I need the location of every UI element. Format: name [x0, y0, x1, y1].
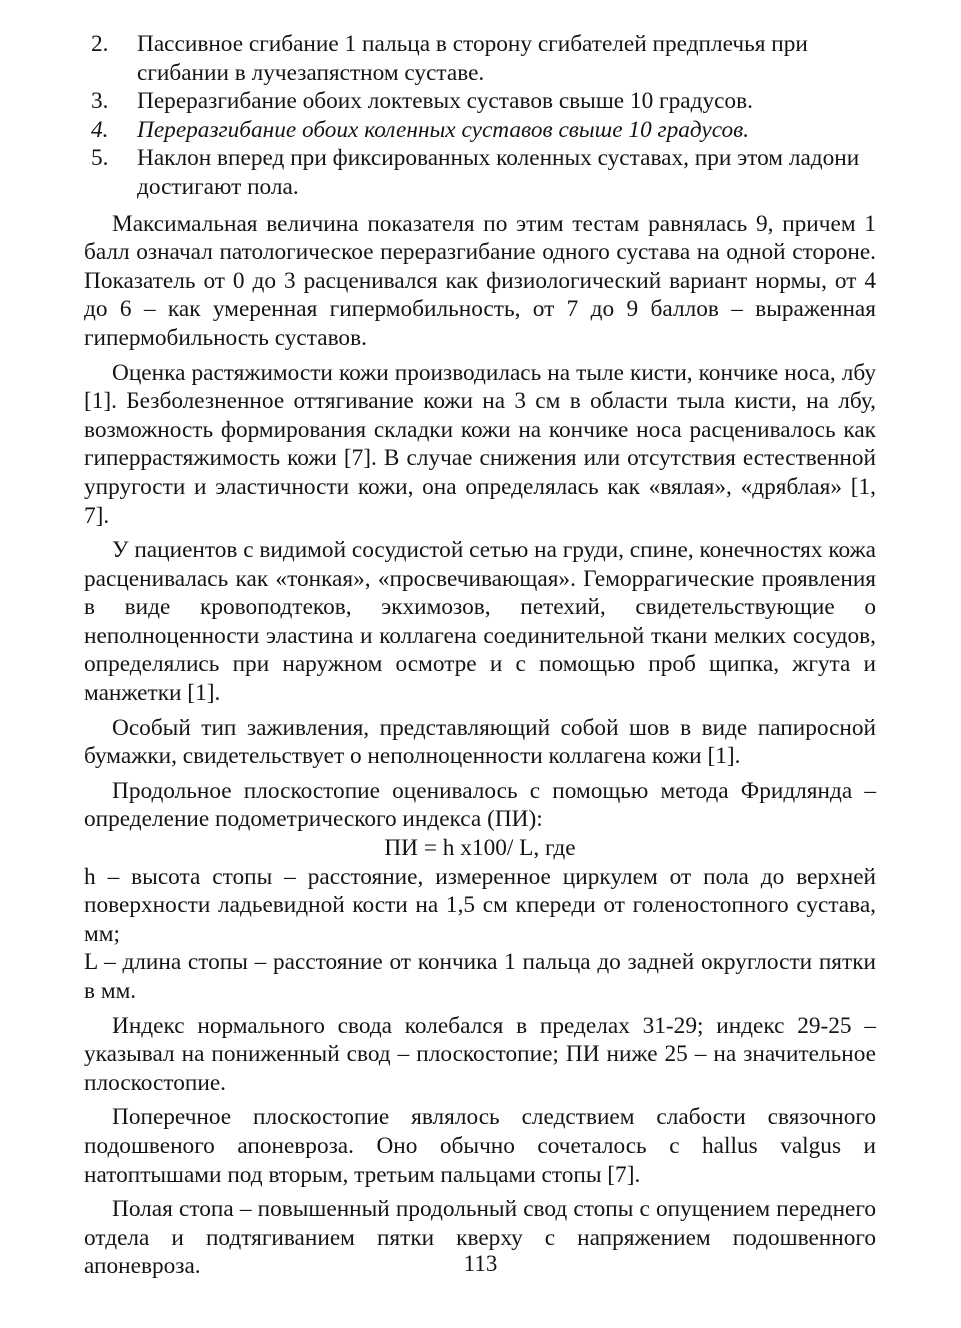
paragraph-transverse-flatfoot: Поперечное плоскостопие являлось следствием слабости связочного подошвеного апоневроза. Оно обычно сочеталось с hallus valgus и натоптышами под вторым, третьим пальцами стопы [7]. [84, 1104, 876, 1188]
paragraph-healing-type: Особый тип заживления, представляющий собой шов в виде папиросной бумажки, свидетельствует о неполноценности коллагена кожи [1]. [84, 714, 876, 770]
list-number: 5. [91, 145, 109, 172]
definition-l: L – длина стопы – расстояние от кончика 1 пальца до задней округлости пятки в мм. [84, 949, 876, 1004]
list-text: Пассивное сгибание 1 пальца в сторону сгибателей предплечья при сгибании в лучезапястном суставе. [137, 31, 808, 86]
list-number: 3. [91, 88, 109, 115]
paragraph-index-ranges: Индекс нормального свода колебался в пределах 31-29; индекс 29-25 – указывал на пониженный свод – плоскостопие; ПИ ниже 25 – на значительное плоскостопие. [84, 1012, 876, 1096]
list-item-2 [84, 30, 876, 87]
paragraph-hollow-foot: Полая стопа – повышенный продольный свод стопы с опущением переднего отдела и подтягиванием пятки кверху с напряжением подошвенного апоневроза. [84, 1196, 876, 1280]
page-body [84, 30, 876, 1281]
paragraph-thin-skin: У пациентов с видимой сосудистой сетью на груди, спине, конечностях кожа расценивалась как «тонкая», «просвечивающая». Геморрагические проявления в виде кровоподтеков, экхимозов, петехий, свидетельствующие о неполноценности эластина и коллагена соединительной ткани мелких сосудов, определялись при наружном осмотре и с помощью проб щипка, жгута и манжетки [1]. [84, 537, 876, 707]
list-number: 2. [91, 31, 109, 57]
formula-podometric-index: ПИ = h x100/ L, где [384, 835, 576, 862]
definition-h: h – высота стопы – расстояние, измеренное циркулем от пола до верхней поверхности ладьевидной кости на 1,5 см кпереди от голеностопного сустава, мм; [84, 863, 876, 947]
list-item-5 [84, 144, 876, 201]
list-text: Наклон вперед при фиксированных коленных суставах, при этом ладони достигают пола. [137, 145, 860, 200]
list-number: 4. [91, 116, 109, 143]
list-text: Переразгибание обоих локтевых суставов свыше 10 градусов. [137, 88, 753, 115]
paragraph-flatfoot-method: Продольное плоскостопие оценивалось с помощью метода Фридлянда – определение подометрического индекса (ПИ): [84, 777, 876, 833]
page-number: 113 [463, 1251, 498, 1276]
paragraph-skin-elasticity: Оценка растяжимости кожи производилась на тыле кисти, кончике носа, лбу [1]. Безболезненное оттягивание кожи на 3 см в области тыла кисти, на лбу, возможность формирования складки кожи на кончике носа расценивалось как гиперрастяжимость кожи [7]. В случае снижения или отсутствия естественной упругости и эластичности кожи, она определялась как «вялая», «дряблая» [1, 7]. [84, 359, 876, 529]
list-text: Переразгибание обоих коленных суставов свыше 10 градусов. [137, 116, 750, 143]
paragraph-max-score: Максимальная величина показателя по этим тестам равнялась 9, причем 1 балл означал патологическое переразгибание одного сустава на одной стороне. Показатель от 0 до 3 расценивался как физиологический вариант нормы, от 4 до 6 – как умеренная гипермобильность, от 7 до 9 баллов – выраженная гипермобильность суставов. [84, 210, 876, 351]
list-item-3 [84, 87, 876, 116]
list-item-4 [84, 116, 876, 145]
